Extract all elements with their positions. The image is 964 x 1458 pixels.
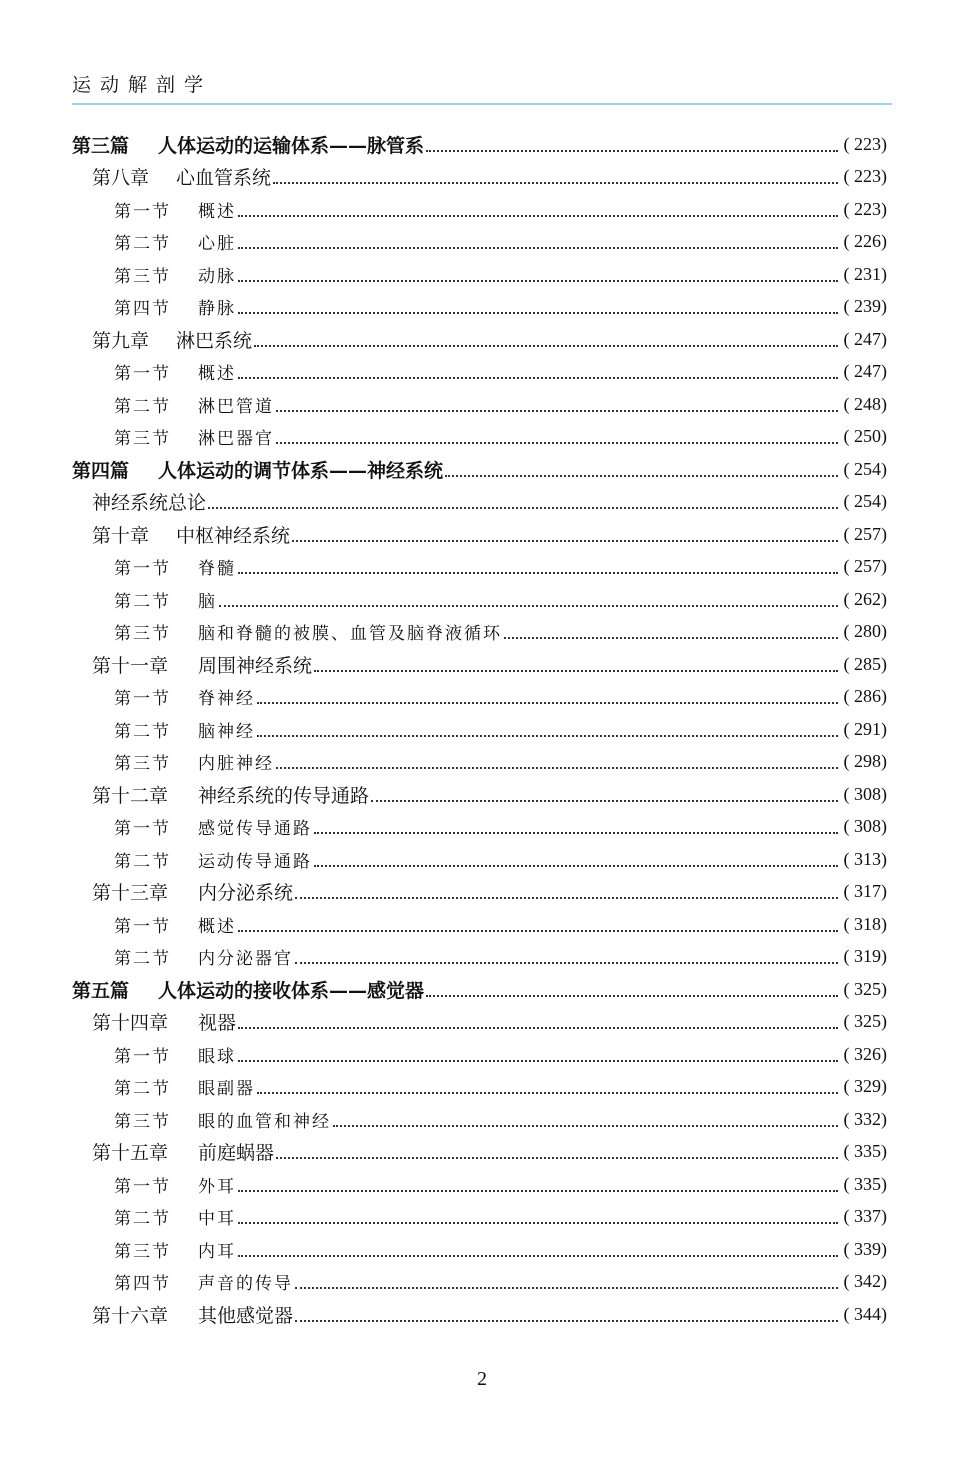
toc-entry-title: 内分泌器官 <box>198 949 293 970</box>
running-title: 运动解剖学 <box>72 74 213 96</box>
toc-entry-label <box>114 197 236 222</box>
toc-entry-page: ( 318) <box>843 913 887 934</box>
dot-leader <box>333 1106 838 1127</box>
toc-entry-label <box>114 359 236 384</box>
toc-entry-title: 内分泌系统 <box>198 882 294 905</box>
toc-entry-page: ( 313) <box>843 848 887 869</box>
toc-entry-label <box>114 229 236 254</box>
toc-entry-number: 第二节 <box>114 851 171 872</box>
toc-entry[interactable] <box>72 193 887 226</box>
toc-entry-title: 人体运动的调节体系——神经系统 <box>158 459 444 482</box>
toc-entry-label <box>92 878 293 905</box>
toc-entry-title: 眼副器 <box>198 1079 255 1100</box>
toc-entry-page: ( 298) <box>843 751 887 772</box>
toc-entry-page: ( 339) <box>843 1238 887 1259</box>
toc-entry-page: ( 325) <box>843 1011 887 1032</box>
toc-entry-number: 第十六章 <box>92 1304 169 1327</box>
toc-entry-page: ( 223) <box>843 198 887 219</box>
toc-entry-label <box>92 1301 293 1328</box>
toc-entry-title: 概述 <box>198 916 236 937</box>
toc-entry-page: ( 325) <box>843 978 887 999</box>
toc-entry-number: 第二节 <box>114 1209 171 1230</box>
toc-entry-number: 第四节 <box>114 1274 171 1295</box>
toc-entry-page: ( 332) <box>843 1108 887 1129</box>
toc-entry-label <box>72 976 424 1003</box>
dot-leader <box>292 521 837 542</box>
table-of-contents <box>72 128 887 1331</box>
dot-leader <box>238 293 838 314</box>
toc-entry-page: ( 326) <box>843 1043 887 1064</box>
toc-entry-number: 第三节 <box>114 266 171 287</box>
toc-entry[interactable] <box>72 356 887 389</box>
dot-leader <box>238 196 838 217</box>
dot-leader <box>273 163 837 184</box>
toc-entry[interactable] <box>72 518 887 551</box>
toc-entry-title: 中耳 <box>198 1209 236 1230</box>
toc-entry-label <box>114 749 274 774</box>
dot-leader <box>445 456 837 477</box>
toc-entry-page: ( 308) <box>843 783 887 804</box>
toc-entry[interactable] <box>72 746 887 779</box>
toc-entry-title: 外耳 <box>198 1176 236 1197</box>
dot-leader <box>295 1268 838 1289</box>
toc-entry-number: 第五篇 <box>72 979 130 1002</box>
dot-leader <box>314 651 837 672</box>
toc-entry[interactable] <box>72 1038 887 1071</box>
toc-entry-number: 第一节 <box>114 916 171 937</box>
dot-leader <box>426 976 837 997</box>
dot-leader <box>219 586 838 607</box>
toc-entry[interactable] <box>72 1103 887 1136</box>
toc-entry-label <box>114 944 293 969</box>
dot-leader <box>426 131 837 152</box>
toc-entry[interactable] <box>72 713 887 746</box>
dot-leader <box>371 781 837 802</box>
toc-entry-title: 周围神经系统 <box>198 654 313 677</box>
toc-entry-title: 概述 <box>198 364 236 385</box>
toc-entry-label <box>114 294 236 319</box>
toc-entry-label <box>114 1172 236 1197</box>
toc-entry-title: 中枢神经系统 <box>176 524 291 547</box>
toc-entry[interactable] <box>72 1298 887 1331</box>
toc-entry-page: ( 247) <box>843 328 887 349</box>
dot-leader <box>238 1008 837 1029</box>
dot-leader <box>208 488 837 509</box>
toc-entry-page: ( 335) <box>843 1173 887 1194</box>
toc-entry-label <box>92 1008 236 1035</box>
toc-entry-number: 第十一章 <box>92 654 169 677</box>
toc-entry[interactable] <box>72 843 887 876</box>
dot-leader <box>276 391 838 412</box>
toc-entry-title: 神经系统的传导通路 <box>198 784 370 807</box>
toc-entry-page: ( 248) <box>843 393 887 414</box>
toc-entry-number: 第三节 <box>114 624 171 645</box>
toc-entry-label <box>92 488 206 515</box>
toc-entry-page: ( 286) <box>843 686 887 707</box>
dot-leader <box>238 228 838 249</box>
toc-entry[interactable] <box>72 811 887 844</box>
toc-entry-title: 脊神经 <box>198 689 255 710</box>
toc-entry-title: 神经系统总论 <box>92 492 207 515</box>
toc-entry-number: 第三篇 <box>72 134 130 157</box>
toc-entry[interactable] <box>72 323 887 356</box>
dot-leader <box>257 683 838 704</box>
dot-leader <box>314 846 838 867</box>
toc-entry-title: 心血管系统 <box>176 167 272 190</box>
toc-entry[interactable] <box>72 648 887 681</box>
toc-entry-number: 第三节 <box>114 754 171 775</box>
toc-entry-number: 第一节 <box>114 1046 171 1067</box>
toc-entry-title: 前庭蜗器 <box>198 1142 275 1165</box>
toc-entry-title: 其他感觉器 <box>198 1304 294 1327</box>
header-rule <box>72 103 892 105</box>
toc-entry-label <box>92 163 271 190</box>
toc-entry[interactable] <box>72 1168 887 1201</box>
toc-entry[interactable] <box>72 876 887 909</box>
toc-entry-number: 第四篇 <box>72 459 130 482</box>
toc-entry[interactable] <box>72 941 887 974</box>
toc-entry-label <box>114 814 312 839</box>
dot-leader <box>257 1073 838 1094</box>
toc-entry[interactable] <box>72 161 887 194</box>
toc-entry[interactable] <box>72 1266 887 1299</box>
toc-entry-label <box>114 847 312 872</box>
dot-leader <box>314 813 838 834</box>
dot-leader <box>276 748 838 769</box>
toc-entry[interactable] <box>72 388 887 421</box>
toc-entry-page: ( 344) <box>843 1303 887 1324</box>
toc-entry-label <box>114 619 502 644</box>
toc-entry-label <box>114 1074 255 1099</box>
toc-entry-number: 第十五章 <box>92 1142 169 1165</box>
toc-entry-label <box>72 456 443 483</box>
toc-entry-page: ( 285) <box>843 653 887 674</box>
toc-entry-page: ( 223) <box>843 133 887 154</box>
toc-entry-number: 第一节 <box>114 819 171 840</box>
toc-entry-page: ( 317) <box>843 881 887 902</box>
toc-entry-label <box>114 912 236 937</box>
toc-entry-title: 脊髓 <box>198 559 236 580</box>
toc-entry[interactable] <box>72 258 887 291</box>
toc-entry-title: 内耳 <box>198 1241 236 1262</box>
toc-entry-number: 第二节 <box>114 1079 171 1100</box>
toc-entry-title: 脑和脊髓的被膜、血管及脑脊液循环 <box>198 624 502 645</box>
toc-entry[interactable] <box>72 1233 887 1266</box>
toc-entry[interactable] <box>72 1071 887 1104</box>
dot-leader <box>276 423 838 444</box>
toc-entry-number: 第十二章 <box>92 784 169 807</box>
toc-entry[interactable] <box>72 486 887 519</box>
toc-entry[interactable] <box>72 1006 887 1039</box>
toc-entry-label <box>114 1042 236 1067</box>
toc-entry-number: 第八章 <box>92 167 150 190</box>
toc-entry[interactable] <box>72 421 887 454</box>
dot-leader <box>504 618 838 639</box>
toc-entry-label <box>114 1107 331 1132</box>
toc-entry-page: ( 247) <box>843 361 887 382</box>
toc-entry-title: 脑神经 <box>198 721 255 742</box>
toc-entry-label <box>114 1237 236 1262</box>
toc-entry-number: 第三节 <box>114 1111 171 1132</box>
toc-entry[interactable] <box>72 453 887 486</box>
toc-entry-page: ( 231) <box>843 263 887 284</box>
toc-entry-label <box>92 651 312 678</box>
toc-entry-title: 运动传导通路 <box>198 851 312 872</box>
toc-entry-title: 感觉传导通路 <box>198 819 312 840</box>
dot-leader <box>238 1236 838 1257</box>
toc-entry-number: 第四节 <box>114 299 171 320</box>
toc-entry-label <box>114 424 274 449</box>
toc-entry-number: 第二节 <box>114 721 171 742</box>
toc-entry-title: 眼的血管和神经 <box>198 1111 331 1132</box>
toc-entry-title: 淋巴系统 <box>176 329 253 352</box>
toc-entry-label <box>114 262 236 287</box>
toc-entry-number: 第一节 <box>114 689 171 710</box>
toc-entry[interactable] <box>72 778 887 811</box>
toc-entry-label <box>114 392 274 417</box>
toc-entry[interactable] <box>72 551 887 584</box>
toc-entry-page: ( 254) <box>843 458 887 479</box>
toc-entry[interactable] <box>72 1136 887 1169</box>
toc-entry[interactable] <box>72 291 887 324</box>
toc-entry-number: 第二节 <box>114 591 171 612</box>
toc-entry-title: 视器 <box>198 1012 237 1035</box>
toc-entry-title: 淋巴管道 <box>198 396 274 417</box>
toc-entry-number: 第三节 <box>114 429 171 450</box>
toc-entry-number: 第二节 <box>114 949 171 970</box>
dot-leader <box>238 1171 838 1192</box>
toc-entry[interactable] <box>72 973 887 1006</box>
toc-entry-title: 淋巴器官 <box>198 429 274 450</box>
toc-entry[interactable] <box>72 583 887 616</box>
toc-entry-number: 第二节 <box>114 234 171 255</box>
toc-entry-number: 第一节 <box>114 559 171 580</box>
dot-leader <box>238 358 838 379</box>
toc-entry-page: ( 329) <box>843 1076 887 1097</box>
toc-entry-label <box>114 1269 293 1294</box>
toc-entry-label <box>92 781 369 808</box>
toc-entry-page: ( 337) <box>843 1206 887 1227</box>
page-number: 2 <box>477 1368 487 1390</box>
toc-entry-label <box>72 131 424 158</box>
toc-entry-label <box>114 1204 236 1229</box>
dot-leader <box>238 553 838 574</box>
toc-entry-label <box>114 684 255 709</box>
toc-entry-page: ( 239) <box>843 296 887 317</box>
toc-entry-title: 脑 <box>198 591 217 612</box>
dot-leader <box>238 261 838 282</box>
dot-leader <box>238 1203 838 1224</box>
toc-entry-label <box>114 554 236 579</box>
toc-entry-page: ( 223) <box>843 166 887 187</box>
toc-entry-number: 第三节 <box>114 1241 171 1262</box>
dot-leader <box>295 878 837 899</box>
toc-entry-page: ( 280) <box>843 621 887 642</box>
toc-entry-title: 声音的传导 <box>198 1274 293 1295</box>
toc-entry-page: ( 250) <box>843 426 887 447</box>
toc-entry-number: 第一节 <box>114 364 171 385</box>
toc-entry[interactable] <box>72 616 887 649</box>
toc-entry-title: 概述 <box>198 201 236 222</box>
toc-entry-title: 眼球 <box>198 1046 236 1067</box>
toc-entry-page: ( 335) <box>843 1141 887 1162</box>
toc-entry-title: 内脏神经 <box>198 754 274 775</box>
toc-entry-title: 动脉 <box>198 266 236 287</box>
toc-entry[interactable] <box>72 226 887 259</box>
toc-entry[interactable] <box>72 908 887 941</box>
dot-leader <box>276 1138 837 1159</box>
toc-entry-title: 心脏 <box>198 234 236 255</box>
toc-entry[interactable] <box>72 681 887 714</box>
toc-entry-number: 第九章 <box>92 329 150 352</box>
toc-entry-title: 静脉 <box>198 299 236 320</box>
toc-entry[interactable] <box>72 1201 887 1234</box>
toc-entry-number: 第一节 <box>114 201 171 222</box>
dot-leader <box>257 716 838 737</box>
dot-leader <box>295 943 838 964</box>
toc-entry-page: ( 342) <box>843 1271 887 1292</box>
toc-entry-page: ( 319) <box>843 946 887 967</box>
toc-entry-number: 第十三章 <box>92 882 169 905</box>
toc-entry-page: ( 254) <box>843 491 887 512</box>
toc-entry-page: ( 262) <box>843 588 887 609</box>
toc-entry-number: 第二节 <box>114 396 171 417</box>
dot-leader <box>238 1041 838 1062</box>
toc-entry-title: 人体运动的运输体系——脉管系 <box>158 134 425 157</box>
dot-leader <box>254 326 837 347</box>
dot-leader <box>238 911 838 932</box>
toc-entry-label <box>92 326 252 353</box>
toc-entry-number: 第十四章 <box>92 1012 169 1035</box>
toc-entry-label <box>92 521 290 548</box>
toc-entry-label <box>114 587 217 612</box>
toc-entry-title: 人体运动的接收体系——感觉器 <box>158 979 425 1002</box>
toc-entry-number: 第十章 <box>92 524 150 547</box>
toc-entry-page: ( 257) <box>843 556 887 577</box>
toc-entry[interactable] <box>72 128 887 161</box>
toc-entry-label <box>114 717 255 742</box>
toc-entry-page: ( 308) <box>843 816 887 837</box>
toc-entry-page: ( 226) <box>843 231 887 252</box>
toc-entry-page: ( 257) <box>843 523 887 544</box>
dot-leader <box>295 1301 837 1322</box>
toc-entry-number: 第一节 <box>114 1176 171 1197</box>
toc-entry-label <box>92 1138 274 1165</box>
toc-entry-page: ( 291) <box>843 718 887 739</box>
